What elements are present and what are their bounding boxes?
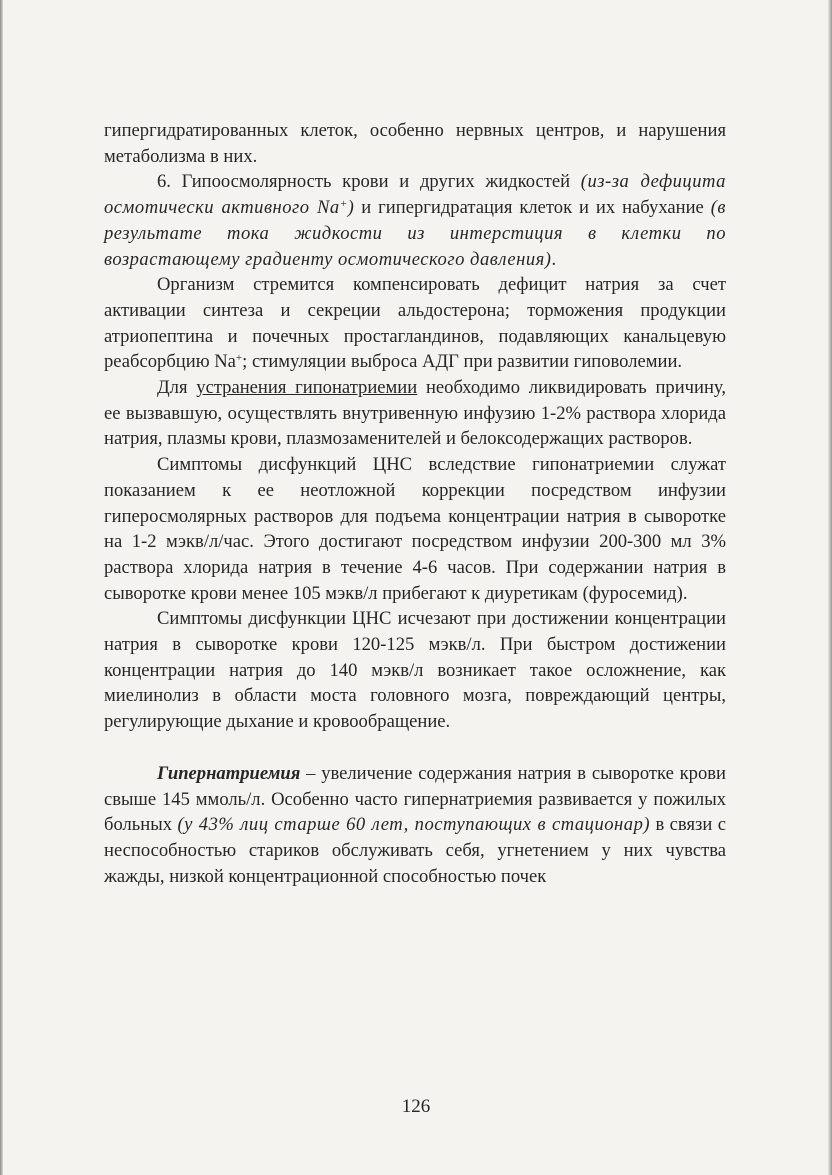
paragraph-continuation: гипергидратированных клеток, особенно нервных центров, и нарушения метаболизма в них. [104,120,726,167]
superscript-plus: + [235,352,243,365]
paragraph-treatment: Для устранения гипонатриемии необходимо ликвидировать причину, ее вызвавшую, осуществлять внутривенную инфузию 1-2% раствора хлорида натрия, плазмы крови, плазмозаменителей и белоксодержащих растворов. [104,377,727,450]
paragraph-hypoosmolarity: 6. Гипоосмолярность крови и других жидкостей (из-за дефицита осмотически активного Na+) и гипергидратация клеток и их набухание (в результате тока жидкости из интерстиция в клетки по возрастающему градиенту осмотического давления). [104,171,726,270]
page-body [104,118,726,889]
page-edge-left [0,0,3,1175]
paragraph-cns-symptoms: Симптомы дисфункций ЦНС вследствие гипонатриемии служат показанием к ее неотложной коррекции посредством инфузии гиперосмолярных растворов для подъема концентрации натрия в сыворотке на 1-2 мэкв/л/час. Этого достигают посредством инфузии 200-300 мл 3% раствора хлорида натрия в течение 4-6 часов. При содержании натрия в сыворотке крови менее 105 мэкв/л прибегают к диуретикам (фуросемид). [104,454,726,604]
paragraph-cns-recovery: Симптомы дисфункции ЦНС исчезают при достижении концентрации натрия в сыворотке крови 120-125 мэкв/л. При быстром достижении концентрации натрия до 140 мэкв/л возникает такое осложнение, как миелинолиз в области моста головного мозга, повреждающий центры, регулирующие дыхание и кровообращение. [104,608,726,733]
page-number: 126 [401,1096,431,1117]
paragraph-hypernatremia: Гипернатриемия – увеличение содержания натрия в сыворотке крови свыше 145 ммоль/л. Особенно часто гипернатриемия развивается у пожилых больных (у 43% лиц старше 60 лет, поступающих в стационар) в связи с неспособностью стариков обслуживать себя, угнетением у них чувства жажды, низкой концентрационной способностью почек [104,762,726,887]
italic-note: (в результате тока жидкости из интерстиция в клетки по возрастающему градиенту осмотического давления) [104,197,726,270]
italic-note: (из-за дефицита осмотически активного Na+) [104,171,726,219]
bold-italic-term: Гипернатриемия [157,762,301,784]
superscript-plus: + [339,198,348,211]
italic-note: (у 43% лиц старше 60 лет, поступающих в стационар) [177,814,651,836]
list-item-text: 6. Гипоосмолярность крови и других жидкостей [157,171,581,193]
page-edge-right [828,0,832,1175]
paragraph-compensation: Организм стремится компенсировать дефицит натрия за счет активации синтеза и секреции альдостерона; торможения продукции атриопептина и почечных простагландинов, подавляющих канальцевую реабсорбцию Na+; стимуляции выброса АДГ при развитии гиповолемии. [104,274,726,373]
paragraph-spacer [104,735,726,761]
underlined-term: устранения гипонатриемии [196,377,418,399]
